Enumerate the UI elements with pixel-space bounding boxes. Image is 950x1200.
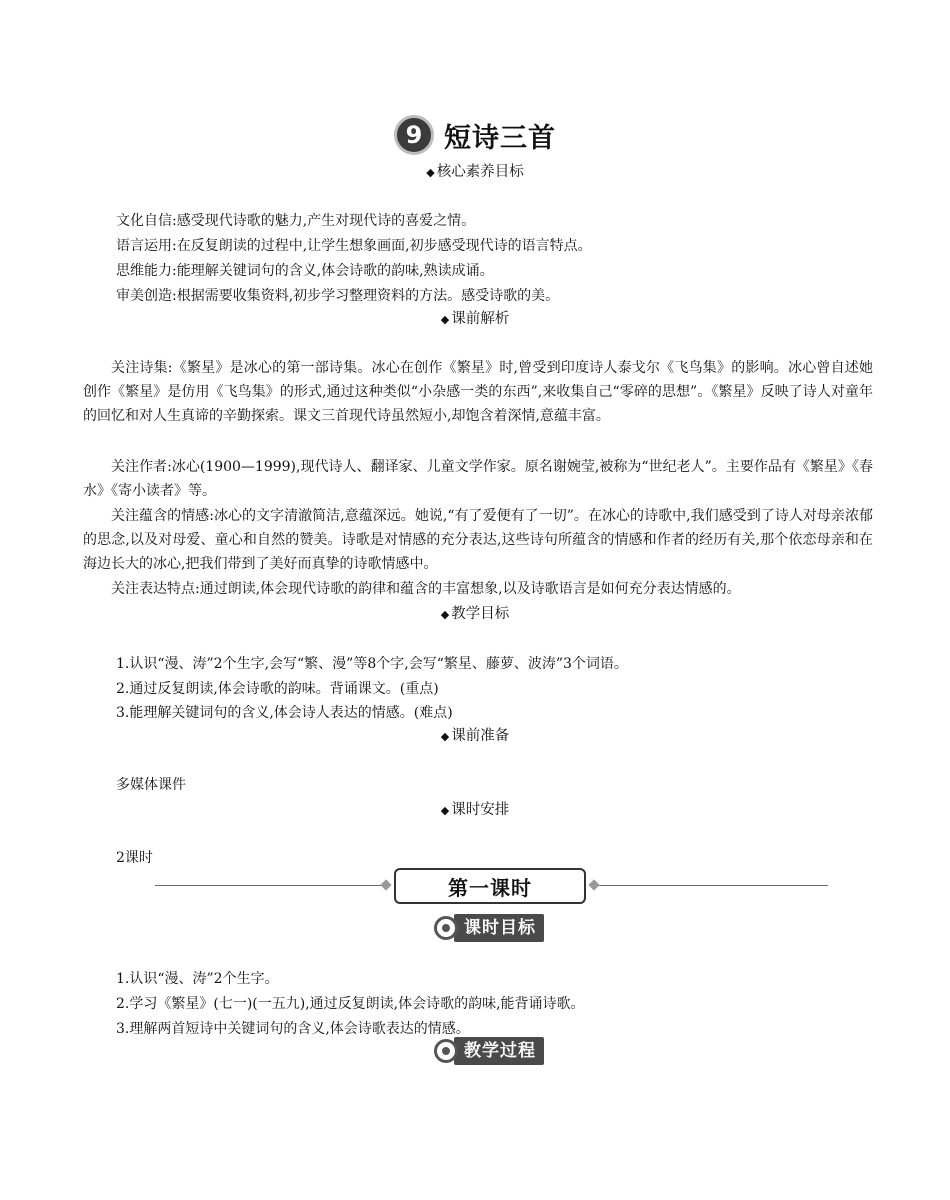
lesson-period-title: 第一课时 (394, 868, 586, 904)
diamond-icon: ◆ (440, 608, 450, 621)
objective-item: 2.学习《繁星》(七一)(一五九),通过反复朗读,体会诗歌的韵味,能背诵诗歌。 (116, 996, 585, 1012)
divider-right (592, 885, 828, 886)
core-item: 审美创造:根据需要收集资料,初步学习整理资料的方法。感受诗歌的美。 (116, 288, 560, 304)
goal-item: 1.认识“漫、涛”2个生字,会写“繁、漫”等8个字,会写“繁星、藤萝、波涛”3个词语。 (116, 656, 628, 672)
diamond-icon: ◆ (440, 730, 450, 743)
diamond-icon: ◆ (440, 313, 450, 326)
lesson-number-badge: 9 (394, 115, 434, 155)
section-heading-prep: ◆ 课前准备 (440, 728, 510, 744)
divider-knob-right (588, 879, 599, 890)
section-heading-core: ◆ 核心素养目标 (426, 164, 524, 180)
prep-text: 多媒体课件 (116, 777, 186, 793)
goal-item: 3.能理解关键词句的含义,体会诗人表达的情感。(难点) (116, 705, 453, 721)
target-icon (434, 916, 458, 940)
core-item: 语言运用:在反复朗读的过程中,让学生想象画面,初步感受现代诗的语言特点。 (116, 238, 592, 254)
divider-knob-left (380, 879, 391, 890)
goal-item: 2.通过反复朗读,体会诗歌的韵味。背诵课文。(重点) (116, 681, 439, 697)
analysis-paragraph: 关注诗集:《繁星》是冰心的第一部诗集。冰心在创作《繁星》时,曾受到印度诗人泰戈尔《飞鸟集》的影响。冰心曾自述她创作《繁星》是仿用《飞鸟集》的形式,通过这种类似“小杂感一类的东西”,来收集自己“零碎的思想”。《繁星》反映了诗人对童年的回忆和对人生真谛的辛勤探索。课文三首现代诗虽然短小,却饱含着深情,意蕴丰富。 (83, 360, 873, 424)
analysis-paragraph: 关注蕴含的情感:冰心的文字清澈简洁,意蕴深远。她说,“有了爱便有了一切”。在冰心的诗歌中,我们感受到了诗人对母亲浓郁的思念,以及对母爱、童心和自然的赞美。诗歌是对情感的充分表达,这些诗句所蕴含的情感和作者的经历有关,那个依恋母亲和在海边长大的冰心,把我们带到了美好而真挚的诗歌情感中。 (83, 508, 873, 572)
core-item: 思维能力:能理解关键词句的含义,体会诗歌的韵味,熟读成诵。 (116, 263, 494, 279)
diamond-icon: ◆ (440, 804, 450, 817)
schedule-text: 2课时 (116, 850, 153, 866)
divider-left (155, 885, 388, 886)
core-item: 文化自信:感受现代诗歌的魅力,产生对现代诗的喜爱之情。 (116, 213, 476, 229)
analysis-paragraph: 关注表达特点:通过朗读,体会现代诗歌的韵律和蕴含的丰富想象,以及诗歌语言是如何充分表达情感的。 (111, 581, 741, 597)
target-icon (434, 1039, 458, 1063)
page-title (0, 112, 950, 158)
lesson-title: 短诗三首 (444, 122, 556, 154)
objective-item: 1.认识“漫、涛”2个生字。 (116, 971, 279, 987)
section-heading-goals: ◆ 教学目标 (440, 606, 510, 622)
process-banner: 教学过程 (434, 1037, 544, 1065)
objective-banner: 课时目标 (434, 914, 544, 942)
section-heading-schedule: ◆ 课时安排 (440, 802, 510, 818)
objective-item: 3.理解两首短诗中关键词句的含义,体会诗歌表达的情感。 (116, 1021, 470, 1037)
section-heading-analysis: ◆ 课前解析 (440, 311, 510, 327)
analysis-paragraph: 关注作者:冰心(1900—1999),现代诗人、翻译家、儿童文学作家。原名谢婉莹,被称为“世纪老人”。主要作品有《繁星》《春水》《寄小读者》等。 (83, 459, 873, 499)
diamond-icon: ◆ (426, 166, 435, 179)
